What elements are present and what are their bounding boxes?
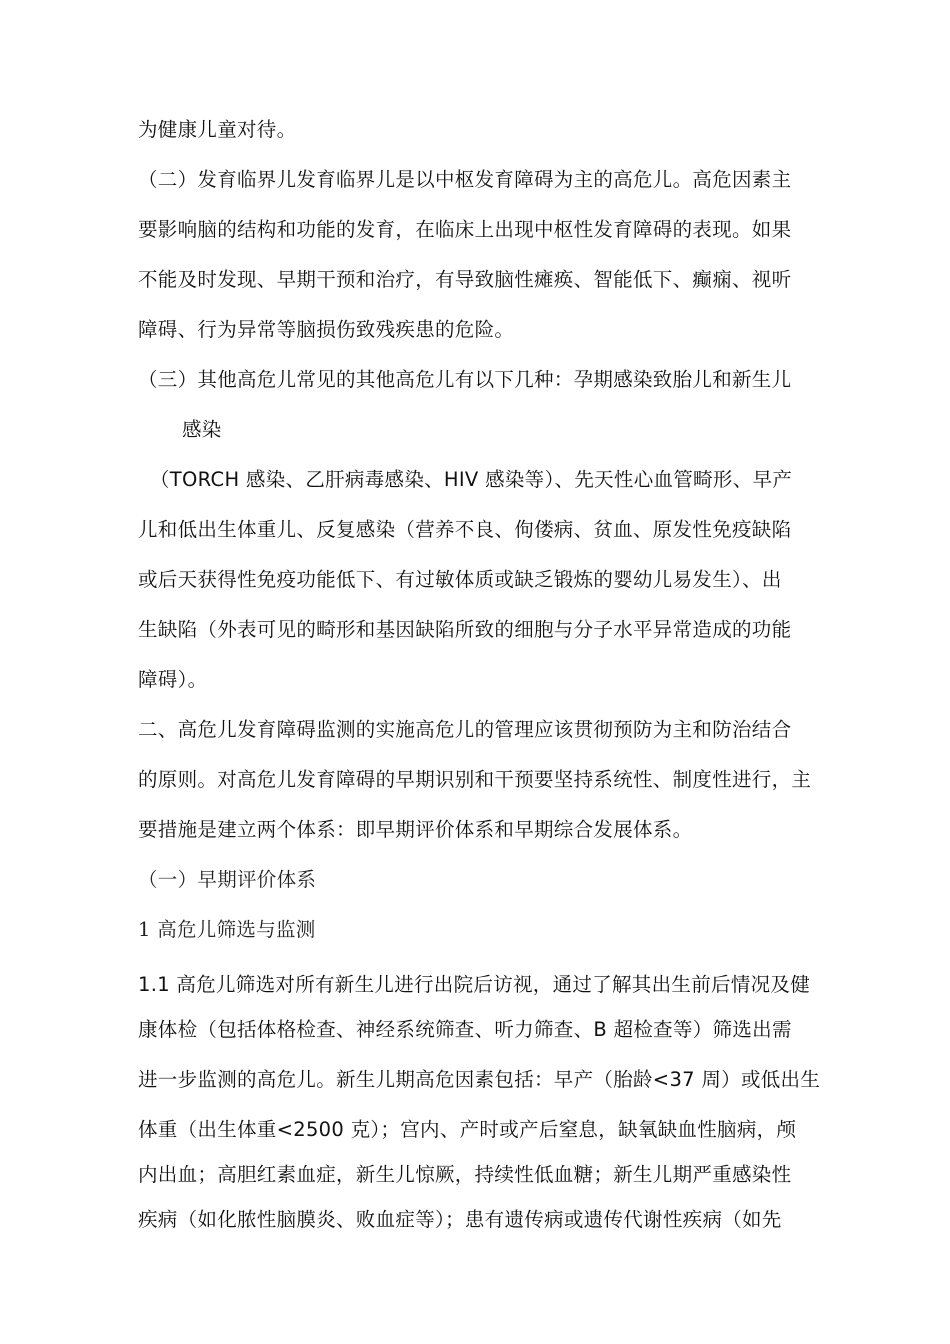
paragraph-line: 1.1 高危儿筛选对所有新生儿进行出院后访视，通过了解其出生前后情况及健 [138,973,811,996]
paragraph-line: 障碍）。 [138,668,208,691]
paragraph-line: 要影响脑的结构和功能的发育，在临床上出现中枢性发育障碍的表现。如果 [138,218,792,241]
paragraph-line: 康体检（包括体格检查、神经系统筛查、听力筛查、B 超检查等）筛选出需 [138,1018,792,1041]
subsection-heading: 1 高危儿筛选与监测 [138,918,316,941]
paragraph-line: 为健康儿童对待。 [138,118,297,141]
paragraph-line: 要措施是建立两个体系：即早期评价体系和早期综合发展体系。 [138,818,693,841]
paragraph-line: 内出血；高胆红素血症，新生儿惊厥，持续性低血糖；新生儿期严重感染性 [138,1163,792,1186]
paragraph-line: 二、高危儿发育障碍监测的实施高危儿的管理应该贯彻预防为主和防治结合 [138,718,792,741]
paragraph-line: 生缺陷（外表可见的畸形和基因缺陷所致的细胞与分子水平异常造成的功能 [138,618,792,641]
paragraph-line: 体重（出生体重<2500 克）；宫内、产时或产后窒息，缺氧缺血性脑病，颅 [138,1118,797,1141]
paragraph-line: 或后天获得性免疫功能低下、有过敏体质或缺乏锻炼的婴幼儿易发生）、出 [138,568,782,591]
paragraph-line: 障碍、行为异常等脑损伤致残疾患的危险。 [138,318,515,341]
paragraph-line: 儿和低出生体重儿、反复感染（营养不良、佝偻病、贫血、原发性免疫缺陷 [138,518,792,541]
paragraph-line: （三）其他高危儿常见的其他高危儿有以下几种：孕期感染致胎儿和新生儿 [138,368,792,391]
paragraph-line: 的原则。对高危儿发育障碍的早期识别和干预要坚持系统性、制度性进行，主 [138,768,812,791]
paragraph-line: 疾病（如化脓性脑膜炎、败血症等）；患有遗传病或遗传代谢性疾病（如先 [138,1208,782,1231]
paragraph-line: （TORCH 感染、乙肝病毒感染、HIV 感染等）、先天性心血管畸形、早产 [150,468,793,491]
paragraph-line: （二）发育临界儿发育临界儿是以中枢发育障碍为主的高危儿。高危因素主 [138,168,792,191]
paragraph-line: 感染 [182,418,222,441]
paragraph-line: 进一步监测的高危儿。新生儿期高危因素包括：早产（胎龄<37 周）或低出生 [138,1068,821,1091]
paragraph-line: 不能及时发现、早期干预和治疗，有导致脑性瘫痪、智能低下、癫痫、视听 [138,268,792,291]
section-heading: （一）早期评价体系 [138,868,317,891]
